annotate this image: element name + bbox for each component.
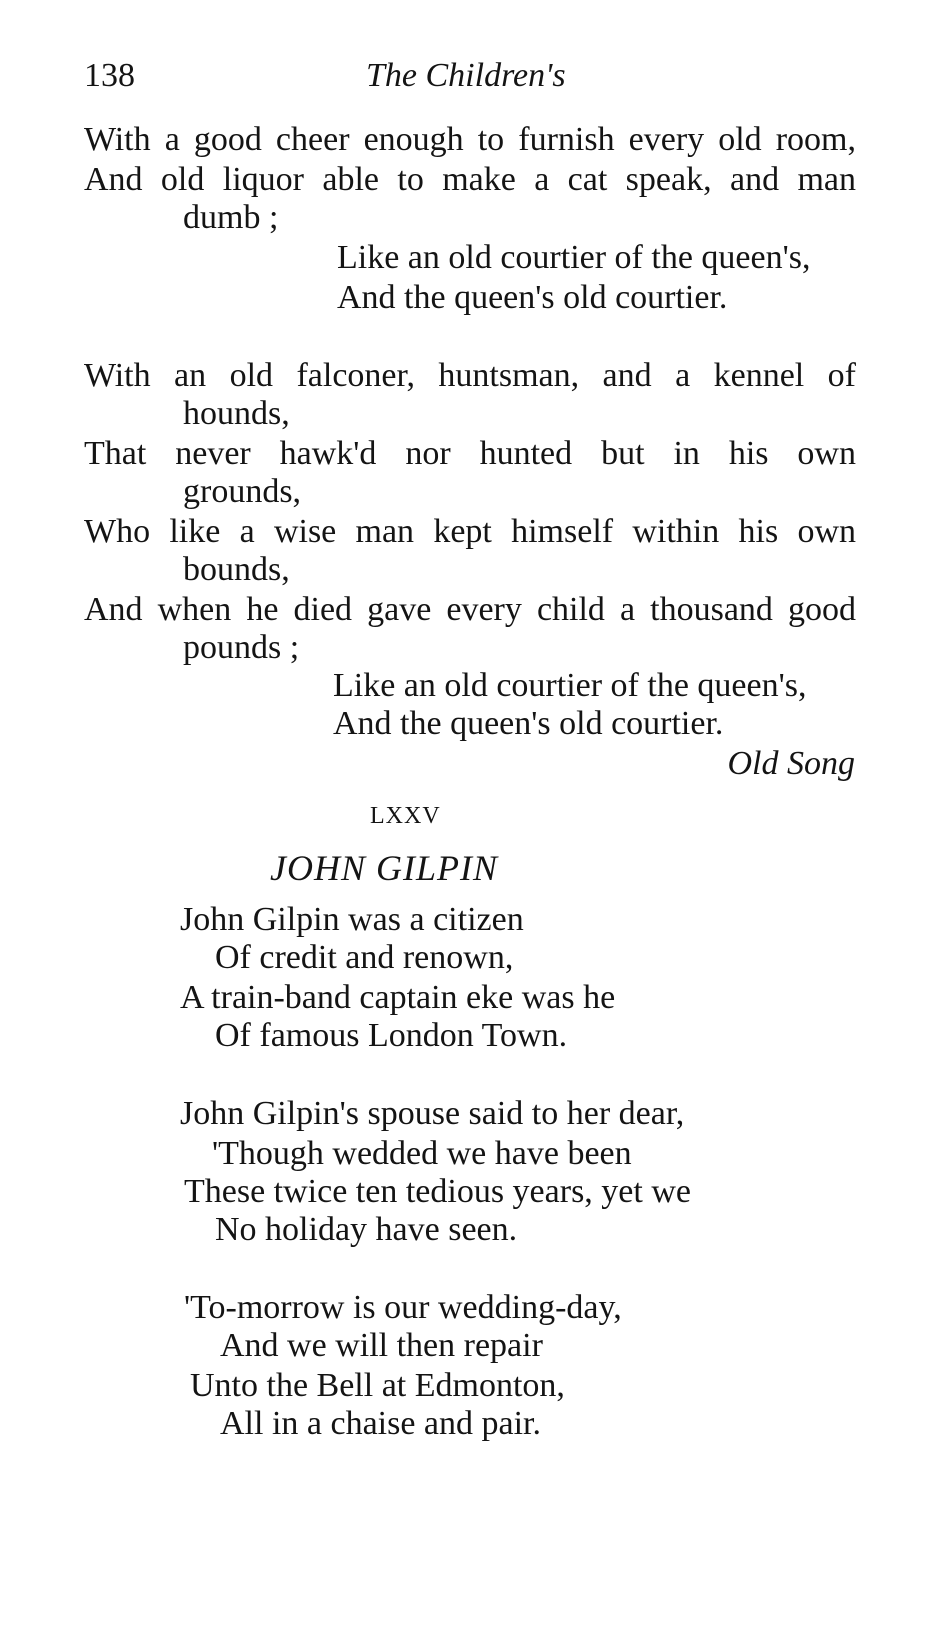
verse-line-indented: Of famous London Town.	[215, 1017, 568, 1054]
verse-line: With a good cheer enough to furnish every old room,	[84, 121, 856, 158]
refrain-line: And the queen's old courtier.	[333, 705, 724, 742]
verse-line: That never hawk'd nor hunted but in his own	[84, 435, 856, 472]
refrain-line: Like an old courtier of the queen's,	[333, 667, 807, 704]
verse-line-continuation: dumb ;	[183, 199, 279, 236]
verse-line: And when he died gave every child a thousand good	[84, 591, 856, 628]
page-number: 138	[84, 57, 135, 94]
verse-line: With an old falconer, huntsman, and a kennel of	[84, 357, 856, 394]
verse-line: A train-band captain eke was he	[180, 979, 616, 1016]
verse-line-continuation: bounds,	[183, 551, 290, 588]
verse-line-indented: All in a chaise and pair.	[220, 1405, 542, 1442]
verse-line-continuation: hounds,	[183, 395, 290, 432]
verse-line-indented: And we will then repair	[220, 1327, 543, 1364]
section-number: LXXV	[370, 803, 441, 829]
verse-line: Unto the Bell at Edmonton,	[190, 1367, 565, 1404]
running-title: The Children's	[366, 57, 566, 94]
verse-line-indented: Of credit and renown,	[215, 939, 514, 976]
refrain-line: And the queen's old courtier.	[337, 279, 728, 316]
verse-line: These twice ten tedious years, yet we	[184, 1173, 691, 1210]
poem-title: JOHN GILPIN	[270, 848, 498, 888]
verse-line: Who like a wise man kept himself within his own	[84, 513, 856, 550]
refrain-line: Like an old courtier of the queen's,	[337, 239, 811, 276]
verse-line-indented: No holiday have seen.	[215, 1211, 518, 1248]
attribution: Old Song	[727, 745, 855, 782]
verse-line: John Gilpin was a citizen	[180, 901, 524, 938]
verse-line: And old liquor able to make a cat speak, and man	[84, 161, 856, 198]
verse-line-indented: 'Though wedded we have been	[212, 1135, 632, 1172]
verse-line: 'To-morrow is our wedding-day,	[184, 1289, 622, 1326]
verse-line-continuation: grounds,	[183, 473, 302, 510]
verse-line-continuation: pounds ;	[183, 629, 300, 666]
verse-line: John Gilpin's spouse said to her dear,	[180, 1095, 685, 1132]
